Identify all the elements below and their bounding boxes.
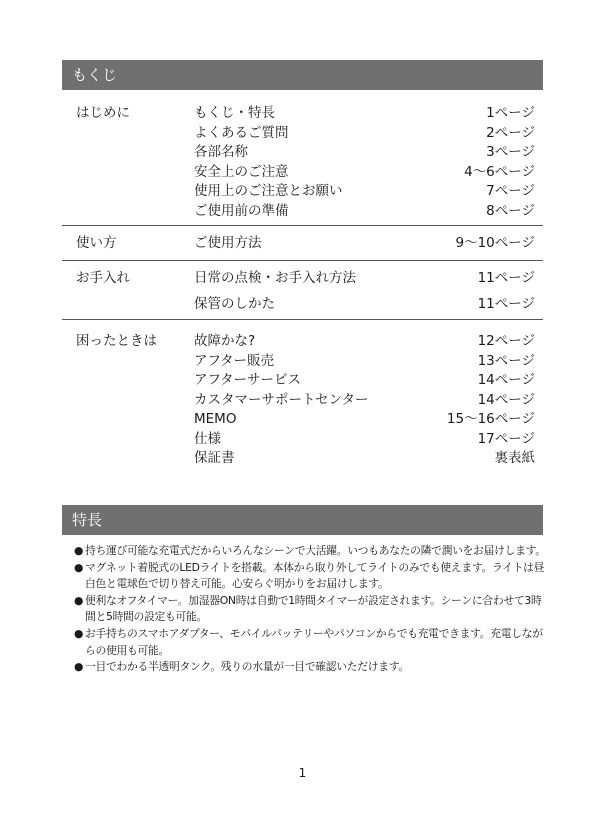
table-of-contents bbox=[62, 90, 543, 480]
toc-row bbox=[194, 234, 543, 254]
toc-item-page: 12ページ bbox=[477, 333, 535, 349]
toc-item-label: カスタマーサポートセンター bbox=[194, 391, 369, 408]
toc-row bbox=[194, 391, 543, 411]
toc-row bbox=[194, 430, 543, 450]
features-list bbox=[74, 543, 546, 676]
toc-rows bbox=[194, 261, 543, 314]
toc-rows bbox=[194, 226, 543, 254]
feature-item bbox=[74, 626, 546, 659]
toc-item-label: アフターサービス bbox=[194, 372, 302, 388]
toc-row bbox=[194, 182, 543, 202]
toc-group-care bbox=[62, 261, 543, 320]
feature-text: マグネット着脱式のLEDライトを搭載。本体から取り外してライトのみでも使えます。ライトは昼白色と電球色で切り替え可能。心安らぐ明かりをお届けします。 bbox=[85, 560, 545, 591]
bullet-icon: ● bbox=[74, 593, 84, 607]
toc-title: もくじ bbox=[72, 66, 118, 84]
toc-item-label: 各部名称 bbox=[194, 144, 248, 160]
toc-row bbox=[194, 371, 543, 391]
toc-item-label: よくあるご質問 bbox=[194, 124, 289, 141]
toc-row bbox=[194, 269, 543, 289]
feature-text: 一目でわかる半透明タンク。残りの水量が一目で確認いただけます。 bbox=[85, 660, 409, 674]
toc-item-label: MEMO bbox=[194, 411, 237, 427]
toc-group-usage bbox=[62, 226, 543, 261]
toc-item-label: ご使用方法 bbox=[194, 235, 262, 251]
toc-item-page: 17ページ bbox=[477, 430, 535, 447]
toc-item-label: 安全上のご注意 bbox=[194, 163, 289, 180]
toc-row bbox=[194, 104, 543, 124]
feature-text: お手持ちのスマホアダプター、モバイルバッテリーやパソコンからでも充電できます。充電しながらの使用も可能。 bbox=[85, 626, 543, 657]
toc-row bbox=[194, 163, 543, 183]
toc-item-label: 日常の点検・お手入れ方法 bbox=[194, 270, 356, 286]
toc-item-page: 裏表紙 bbox=[494, 450, 535, 466]
toc-item-label: 仕様 bbox=[194, 430, 221, 447]
toc-group-troubleshooting bbox=[62, 320, 543, 480]
toc-header bbox=[62, 60, 543, 90]
feature-text: 持ち運び可能な充電式だからいろんなシーンで大活躍。いつもあなたの隣で潤いをお届けします。 bbox=[85, 544, 546, 557]
toc-item-label: ご使用前の準備 bbox=[194, 202, 289, 219]
toc-item-page: 15～16ページ bbox=[446, 411, 535, 427]
toc-row bbox=[194, 332, 543, 352]
toc-category: はじめに bbox=[76, 105, 130, 121]
toc-rows bbox=[194, 320, 543, 469]
toc-row bbox=[194, 124, 543, 144]
toc-row bbox=[194, 143, 543, 163]
bullet-icon: ● bbox=[74, 660, 84, 674]
toc-item-page: 1ページ bbox=[486, 105, 535, 121]
toc-category: お手入れ bbox=[76, 270, 130, 286]
toc-item-page: 8ページ bbox=[486, 202, 535, 219]
toc-item-label: もくじ・特長 bbox=[194, 105, 275, 121]
bullet-icon: ● bbox=[74, 626, 84, 640]
toc-item-page: 4～6ページ bbox=[464, 163, 535, 180]
toc-category: 使い方 bbox=[76, 235, 117, 251]
bullet-icon: ● bbox=[74, 560, 84, 574]
feature-item bbox=[74, 593, 546, 626]
toc-item-label: 使用上のご注意とお願い bbox=[194, 183, 343, 199]
feature-item bbox=[74, 543, 546, 560]
toc-item-page: 14ページ bbox=[477, 391, 535, 408]
toc-item-page: 7ページ bbox=[486, 183, 535, 199]
toc-item-page: 11ページ bbox=[477, 295, 535, 312]
feature-text: 便利なオフタイマー。加湿器ON時は自動で1時間タイマーが設定されます。シーンに合わせて3時間と5時間の設定も可能。 bbox=[85, 593, 542, 624]
toc-item-page: 14ページ bbox=[477, 372, 535, 388]
toc-row bbox=[194, 410, 543, 430]
toc-item-page: 13ページ bbox=[477, 352, 535, 369]
toc-item-page: 3ページ bbox=[486, 144, 535, 160]
toc-item-page: 2ページ bbox=[486, 124, 535, 141]
toc-rows bbox=[194, 90, 543, 221]
toc-group-introduction bbox=[62, 90, 543, 226]
toc-row bbox=[194, 295, 543, 315]
toc-item-page: 11ページ bbox=[477, 270, 535, 286]
toc-row bbox=[194, 202, 543, 222]
bullet-icon: ● bbox=[74, 544, 84, 557]
features-header bbox=[62, 505, 543, 535]
toc-item-page: 9～10ページ bbox=[455, 235, 535, 251]
toc-item-label: 保管のしかた bbox=[194, 295, 275, 312]
toc-category: 困ったときは bbox=[76, 333, 157, 349]
feature-item bbox=[74, 560, 546, 593]
toc-item-label: アフター販売 bbox=[194, 352, 275, 369]
toc-row bbox=[194, 449, 543, 469]
toc-item-label: 故障かな? bbox=[194, 333, 256, 349]
toc-row bbox=[194, 352, 543, 372]
features-title: 特長 bbox=[72, 511, 103, 529]
toc-item-label: 保証書 bbox=[194, 450, 235, 466]
feature-item bbox=[74, 659, 546, 676]
page-number: 1 bbox=[298, 766, 307, 780]
